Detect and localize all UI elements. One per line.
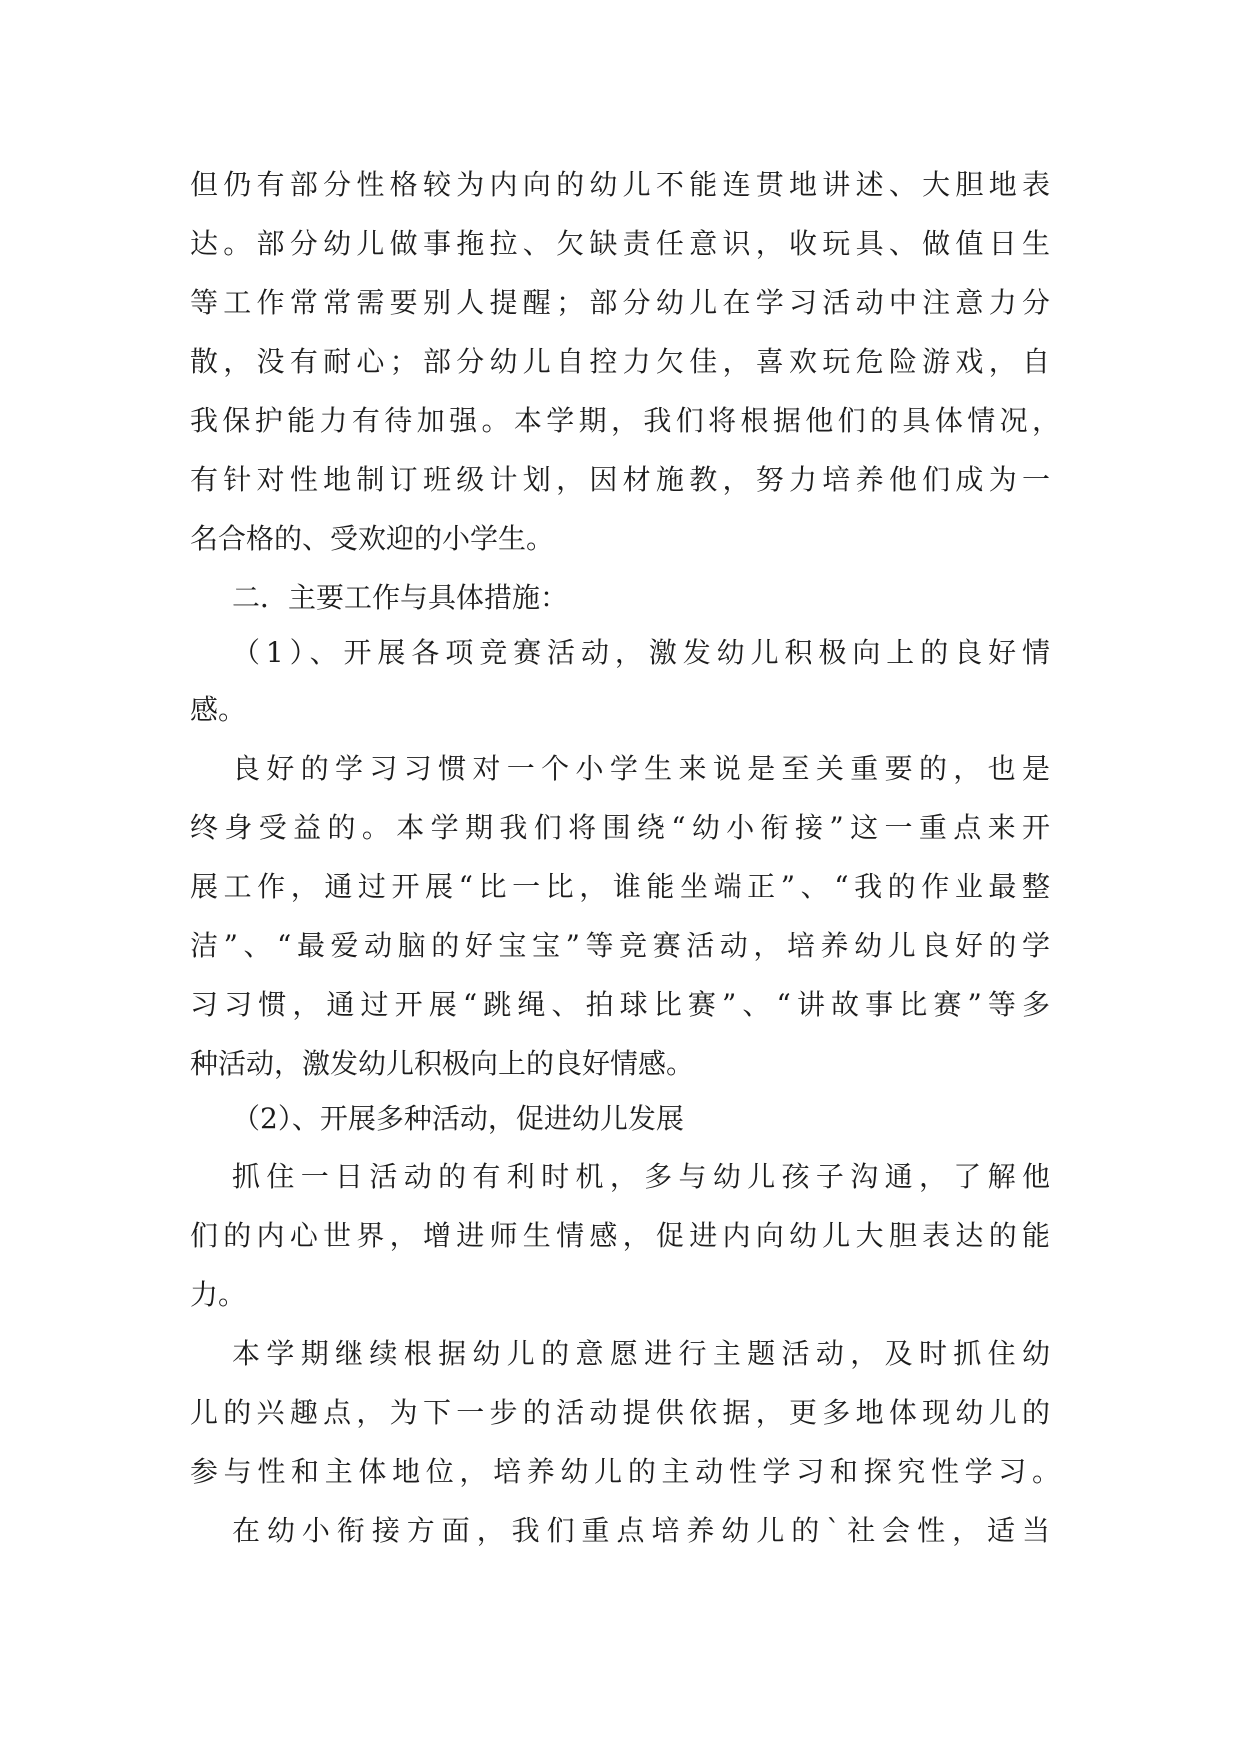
text-line: 力。 [190,1278,247,1311]
text-line: 儿的兴趣点，为下一步的活动提供依据，更多地体现幼儿的 [190,1396,1050,1429]
text-line: 等工作常常需要别人提醒；部分幼儿在学习活动中注意力分 [190,286,1050,319]
text-line: 有针对性地制订班级计划，因材施教，努力培养他们成为一 [190,463,1050,496]
text-line: 们的内心世界，增进师生情感，促进内向幼儿大胆表达的能 [190,1219,1050,1252]
text-line: 但仍有部分性格较为内向的幼儿不能连贯地讲述、大胆地表 [190,168,1050,201]
text-line: 我保护能力有待加强。本学期，我们将根据他们的具体情况， [190,404,1060,437]
text-line: 在幼小衔接方面，我们重点培养幼儿的`社会性，适当 [232,1514,1050,1547]
text-line: 名合格的、受欢迎的小学生。 [190,522,555,555]
text-line: 散，没有耐心；部分幼儿自控力欠佳，喜欢玩危险游戏，自 [190,345,1050,378]
subsection-heading: （2）、开展多种活动，促进幼儿发展 [232,1102,684,1135]
text-line: 达。部分幼儿做事拖拉、欠缺责任意识，收玩具、做值日生 [190,227,1050,260]
text-line: 本学期继续根据幼儿的意愿进行主题活动，及时抓住幼 [232,1337,1050,1370]
text-line: 良好的学习习惯对一个小学生来说是至关重要的，也是 [232,752,1050,785]
text-line: 感。 [190,693,247,726]
text-line: 终身受益的。本学期我们将围绕“幼小衔接”这一重点来开 [190,811,1050,844]
text-line: 参与性和主体地位，培养幼儿的主动性学习和探究性学习。 [190,1455,1060,1488]
text-line: 抓住一日活动的有利时机，多与幼儿孩子沟通，了解他 [232,1160,1050,1193]
section-heading: 二．主要工作与具体措施： [232,581,569,614]
subsection-heading: （1）、开展各项竞赛活动，激发幼儿积极向上的良好情 [232,636,1050,669]
text-line: 习习惯，通过开展“跳绳、拍球比赛”、“讲故事比赛”等多 [190,988,1050,1021]
text-line: 洁”、“最爱动脑的好宝宝”等竞赛活动，培养幼儿良好的学 [190,929,1050,962]
text-line: 种活动，激发幼儿积极向上的良好情感。 [190,1047,695,1080]
text-line: 展工作，通过开展“比一比，谁能坐端正”、“我的作业最整 [190,870,1050,903]
